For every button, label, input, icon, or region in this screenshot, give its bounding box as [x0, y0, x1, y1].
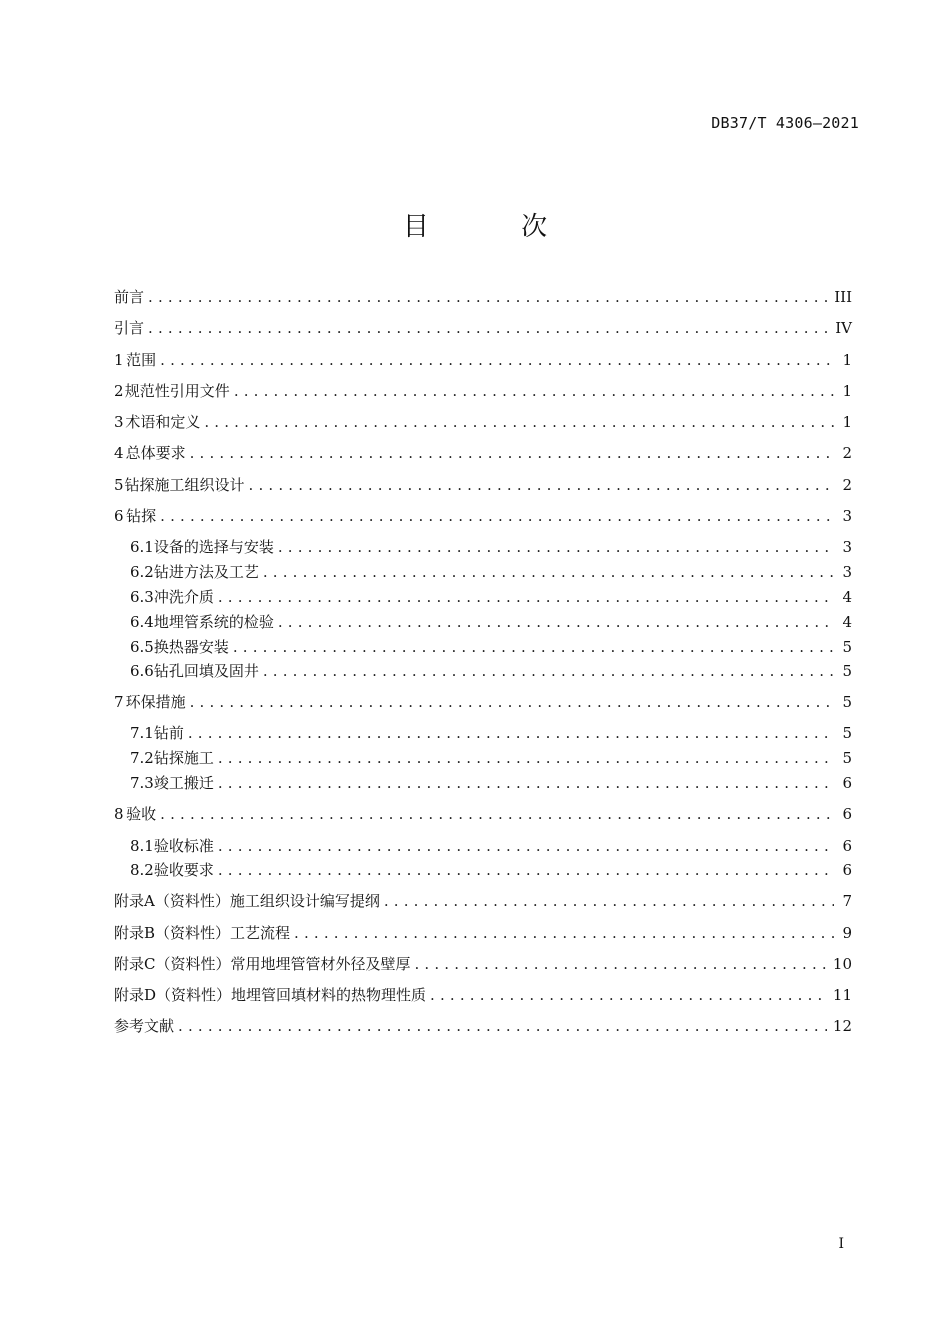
toc-entry-page: 7: [842, 892, 852, 910]
toc-entry-number: 8: [114, 805, 124, 823]
toc-entry-page: 1: [842, 382, 852, 400]
toc-entry-label: 钻孔回填及固井: [153, 662, 259, 680]
toc-leader-dots: [218, 588, 834, 606]
toc-entry-label: 地埋管系统的检验: [153, 613, 274, 631]
toc-entry[interactable]: [114, 317, 852, 339]
toc-entry[interactable]: [130, 536, 852, 558]
toc-leader-dots: [148, 288, 828, 306]
toc-leader-dots: [415, 955, 827, 973]
toc-entry-page: 3: [842, 563, 852, 581]
page-number: I: [838, 1236, 844, 1252]
toc-entry[interactable]: [114, 922, 852, 944]
toc-leader-dots: [430, 986, 827, 1004]
toc-entry-label: 设备的选择与安装: [153, 538, 274, 556]
toc-entry-label: 规范性引用文件: [124, 382, 230, 400]
toc-entry-label: 施工组织设计编写提纲: [229, 892, 380, 910]
toc-leader-dots: [204, 413, 834, 431]
toc-entry[interactable]: [130, 636, 852, 658]
toc-entry[interactable]: [114, 691, 852, 713]
toc-entry-page: 3: [842, 507, 852, 525]
toc-entry[interactable]: [130, 835, 852, 857]
toc-entry-label: 钻前: [153, 724, 184, 742]
toc-entry-page: 12: [832, 1017, 852, 1035]
toc-entry-number: 附录D（资料性）: [114, 986, 232, 1004]
toc-entry-page: 6: [842, 861, 852, 879]
toc-entry[interactable]: [130, 660, 852, 682]
toc-leader-dots: [218, 749, 834, 767]
toc-entry[interactable]: [130, 611, 852, 633]
toc-entry-page: 10: [832, 955, 852, 973]
toc-leader-dots: [218, 837, 834, 855]
toc-entry-number: 7: [114, 693, 124, 711]
toc-entry-label: 验收要求: [153, 861, 214, 879]
toc-leader-dots: [188, 724, 834, 742]
toc-entry-page: 5: [842, 638, 852, 656]
toc-entry-label: 术语和定义: [125, 413, 201, 431]
toc-entry[interactable]: [130, 859, 852, 881]
toc-entry-number: 6.5: [130, 638, 154, 656]
toc-leader-dots: [160, 507, 834, 525]
toc-entry-number: 8.2: [130, 861, 154, 879]
toc-entry-number: 4: [114, 444, 124, 462]
toc-entry-page: 5: [842, 724, 852, 742]
toc-entry[interactable]: [114, 411, 852, 433]
toc-entry[interactable]: [114, 984, 852, 1006]
toc-entry-page: III: [834, 288, 852, 306]
toc-entry-page: IV: [835, 319, 852, 337]
toc-leader-dots: [249, 476, 834, 494]
toc-entry-label: 验收: [126, 805, 157, 823]
toc-entry[interactable]: [114, 505, 852, 527]
toc-entry-number: 6.1: [130, 538, 154, 556]
toc-entry[interactable]: [114, 953, 852, 975]
toc-entry-number: 附录B（资料性）: [114, 924, 231, 942]
toc-entry[interactable]: [114, 442, 852, 464]
toc-entry-page: 9: [842, 924, 852, 942]
toc-entry-page: 2: [842, 476, 852, 494]
toc-entry[interactable]: [130, 561, 852, 583]
toc-leader-dots: [160, 351, 834, 369]
toc-leader-dots: [160, 805, 834, 823]
toc-entry-label: 参考文献: [114, 1017, 175, 1035]
toc-entry-label: 验收标准: [153, 837, 214, 855]
toc-leader-dots: [148, 319, 829, 337]
toc-entry[interactable]: [114, 349, 852, 371]
toc-entry[interactable]: [130, 772, 852, 794]
toc-leader-dots: [263, 563, 834, 581]
toc-leader-dots: [178, 1017, 827, 1035]
toc-entry-page: 1: [842, 413, 852, 431]
toc-entry-label: 地埋管回填材料的热物理性质: [231, 986, 427, 1004]
toc-entry-page: 4: [842, 588, 852, 606]
toc-entry-number: 3: [114, 413, 124, 431]
toc-entry-label: 总体要求: [125, 444, 186, 462]
toc-entry-number: 附录C（资料性）: [114, 955, 231, 973]
toc-entry-label: 前言: [114, 288, 145, 306]
toc-entry-page: 1: [842, 351, 852, 369]
toc-entry-label: 钻探施工组织设计: [124, 476, 245, 494]
toc-entry[interactable]: [114, 803, 852, 825]
toc-leader-dots: [218, 774, 834, 792]
toc-leader-dots: [278, 613, 834, 631]
toc-entry-number: 6.6: [130, 662, 154, 680]
document-code: DB37/T 4306—2021: [711, 114, 859, 132]
toc-entry-number: 1: [114, 351, 124, 369]
toc-entry-label: 钻探: [126, 507, 157, 525]
toc-entry-label: 引言: [114, 319, 145, 337]
toc-entry-label: 钻进方法及工艺: [153, 563, 259, 581]
toc-entry[interactable]: [114, 380, 852, 402]
toc-leader-dots: [233, 638, 834, 656]
toc-entry-number: 6: [114, 507, 124, 525]
toc-entry-label: 换热器安装: [153, 638, 229, 656]
toc-entry-number: 2: [114, 382, 124, 400]
toc-entry-page: 6: [842, 805, 852, 823]
toc-entry-page: 5: [842, 693, 852, 711]
toc-entry-number: 6.3: [130, 588, 154, 606]
toc-entry-label: 冲洗介质: [153, 588, 214, 606]
toc-entry-label: 环保措施: [125, 693, 186, 711]
toc-entry[interactable]: [114, 286, 852, 308]
toc-entry-page: 11: [832, 986, 852, 1004]
toc-leader-dots: [278, 538, 834, 556]
toc-entry-page: 3: [842, 538, 852, 556]
toc-entry-label: 工艺流程: [230, 924, 291, 942]
toc-entry[interactable]: [130, 586, 852, 608]
toc-entry-label: 竣工搬迁: [153, 774, 214, 792]
toc-entry[interactable]: [114, 474, 852, 496]
toc-entry-number: 6.4: [130, 613, 154, 631]
toc-leader-dots: [263, 662, 834, 680]
toc-title: 目 次: [402, 212, 590, 242]
toc-entry-label: 常用地埋管管材外径及壁厚: [230, 955, 411, 973]
toc-entry-label: 钻探施工: [153, 749, 214, 767]
toc-leader-dots: [234, 382, 834, 400]
toc-entry-page: 2: [842, 444, 852, 462]
toc-entry[interactable]: [130, 722, 852, 744]
toc-leader-dots: [218, 861, 834, 879]
toc-leader-dots: [190, 693, 834, 711]
toc-entry-page: 5: [842, 749, 852, 767]
toc-entry[interactable]: [130, 747, 852, 769]
toc-leader-dots: [384, 892, 834, 910]
toc-entry-label: 范围: [126, 351, 157, 369]
toc-entry-number: 附录A（资料性）: [114, 892, 230, 910]
toc-entry-number: 8.1: [130, 837, 154, 855]
toc-leader-dots: [190, 444, 834, 462]
toc-leader-dots: [294, 924, 834, 942]
toc-entry-page: 5: [842, 662, 852, 680]
toc-entry[interactable]: [114, 890, 852, 912]
toc-entry-number: 7.1: [130, 724, 154, 742]
toc-entry-page: 6: [842, 774, 852, 792]
toc-entry-number: 7.2: [130, 749, 154, 767]
toc-entry-number: 7.3: [130, 774, 154, 792]
toc-entry-number: 5: [114, 476, 124, 494]
toc-entry-page: 6: [842, 837, 852, 855]
toc-entry[interactable]: [114, 1015, 852, 1037]
toc-entry-page: 4: [842, 613, 852, 631]
toc-entry-number: 6.2: [130, 563, 154, 581]
